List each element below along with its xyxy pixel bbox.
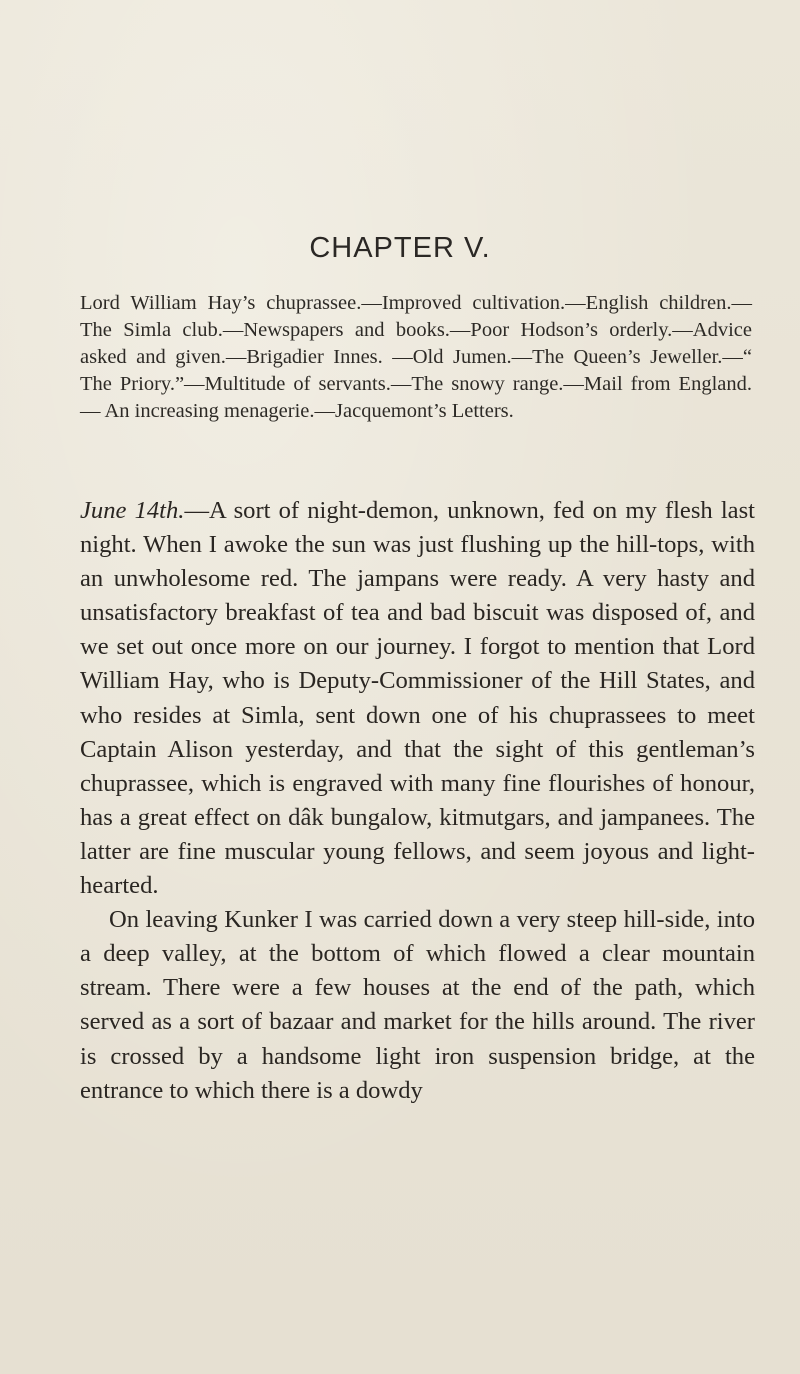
paragraph-first-text: —A sort of night-demon, unknown, fed on my flesh last night. When I awoke the sun was just flushing up the hill-tops, with an unwholesome red. The jampans were ready. A very hasty and unsatisfactory breakfast of tea and bad biscuit was disposed of, and we set out once more on our journey. I forgot to mention that Lord William Hay, who is Deputy-Commissioner of the Hill States, and who resides at Simla, sent down one of his chuprassees to meet Captain Alison yesterday, and that the sight of this gentleman’s chuprassee, which is engraved with many fine flourishes of honour, has a great effect on dâk bungalow, kitmutgars, and jampanees. The latter are fine muscular young fellows, and seem joyous and light-hearted.	[80, 497, 755, 900]
paragraph-second: On leaving Kunker I was carried down a very steep hill-side, into a deep valley, at the bottom of which flowed a clear mountain stream. There were a few houses at the end of the path, which served as a sort of bazaar and market for the hills around. The river is crossed by a handsome light iron suspension bridge, at the entrance to which there is a dowdy	[80, 906, 755, 1104]
chapter-body	[80, 494, 755, 1108]
chapter-summary: Lord William Hay’s chuprassee.—Improved cultivation.—English children.—The Simla club.—Newspapers and books.—Poor Hodson’s orderly.—Advice asked and given.—Brigadier Innes. —Old Jumen.—The Queen’s Jeweller.—“ The Priory.”—Multitude of servants.—The snowy range.—Mail from England.— An increasing menagerie.—Jacquemont’s Letters.	[80, 292, 752, 422]
entry-date: June 14th.	[80, 497, 185, 524]
chapter-title: CHAPTER V.	[309, 232, 491, 264]
paragraph-first	[80, 494, 755, 903]
